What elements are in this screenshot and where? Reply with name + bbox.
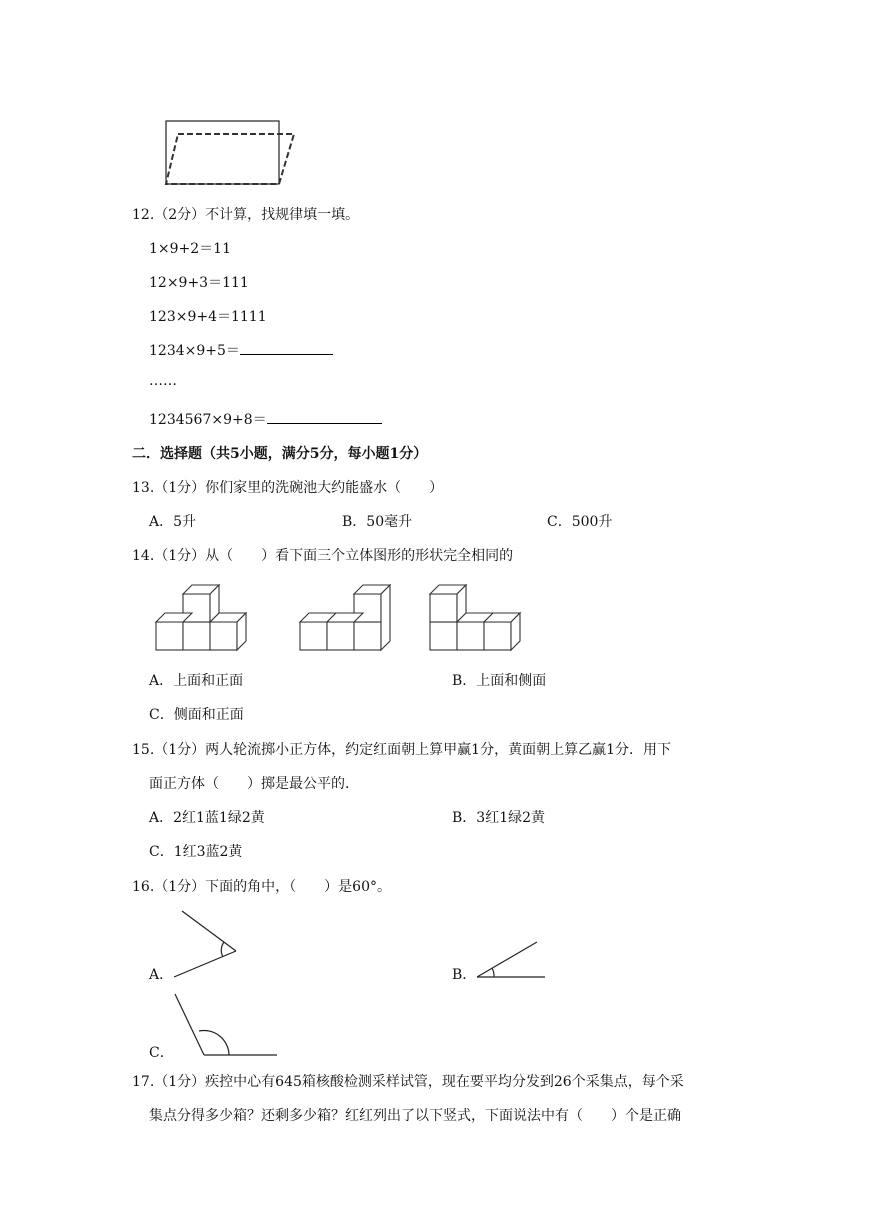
q12-equation-4 xyxy=(149,340,333,360)
q14-stem: 14.（1分）从（ ）看下面三个立体图形的形状完全相同的 xyxy=(132,548,514,564)
q12-answer-blank-1[interactable] xyxy=(240,340,333,355)
q12-ellipsis: …… xyxy=(149,373,177,389)
q14-option-b[interactable]: B．上面和侧面 xyxy=(452,673,547,689)
q13-option-b[interactable]: B．50毫升 xyxy=(342,514,413,530)
q12-answer-blank-2[interactable] xyxy=(267,409,382,424)
q12-equation-4-text: 1234×9+5＝ xyxy=(149,343,240,359)
q15-option-a[interactable]: A．2红1蓝1绿2黄 xyxy=(149,810,265,826)
q13-option-a[interactable]: A．5升 xyxy=(149,514,197,530)
q12-stem: 12.（2分）不计算，找规律填一填。 xyxy=(132,207,360,223)
q14-option-c[interactable]: C．侧面和正面 xyxy=(149,707,244,723)
q12-equation-1: 1×9+2＝11 xyxy=(149,241,231,257)
q16-option-b[interactable]: B． xyxy=(452,967,477,983)
q12-equation-5-text: 1234567×9+8＝ xyxy=(149,412,267,428)
q13-option-c[interactable]: C．500升 xyxy=(547,514,613,530)
q17-stem-line-2: 集点分得多少箱？还剩多少箱？红红列出了以下竖式，下面说法中有（ ）个是正确 xyxy=(149,1108,681,1124)
q15-stem-line-2: 面正方体（ ）掷是最公平的． xyxy=(149,776,359,792)
q14-option-a[interactable]: A．上面和正面 xyxy=(149,673,244,689)
cube-figure-2 xyxy=(300,585,390,650)
q16-stem: 16.（1分）下面的角中，（ ）是60°。 xyxy=(132,879,391,895)
angle-b xyxy=(477,942,545,977)
q12-equation-3: 123×9+4＝1111 xyxy=(149,309,267,325)
q16-option-c[interactable]: C． xyxy=(149,1045,174,1061)
q13-stem: 13.（1分）你们家里的洗碗池大约能盛水（ ） xyxy=(132,480,444,496)
angle-c xyxy=(175,994,277,1055)
section-2-heading: 二．选择题（共5小题，满分5分，每小题1分） xyxy=(132,446,428,462)
q17-stem-line-1: 17.（1分）疾控中心有645箱核酸检测采样试管，现在要平均分发到26个采集点，每个采 xyxy=(132,1074,684,1090)
q12-equation-5 xyxy=(149,409,382,429)
angle-a xyxy=(174,911,236,977)
q15-option-c[interactable]: C．1红3蓝2黄 xyxy=(149,844,243,860)
q15-option-b[interactable]: B．3红1绿2黄 xyxy=(452,810,546,826)
cube-figure-3 xyxy=(430,585,520,650)
q12-equation-2: 12×9+3＝111 xyxy=(149,275,249,291)
cube-figure-1 xyxy=(156,585,246,650)
q15-stem-line-1: 15.（1分）两人轮流掷小正方体，约定红面朝上算甲赢1分，黄面朝上算乙赢1分．用下 xyxy=(132,742,671,758)
q16-option-a[interactable]: A． xyxy=(149,967,174,983)
